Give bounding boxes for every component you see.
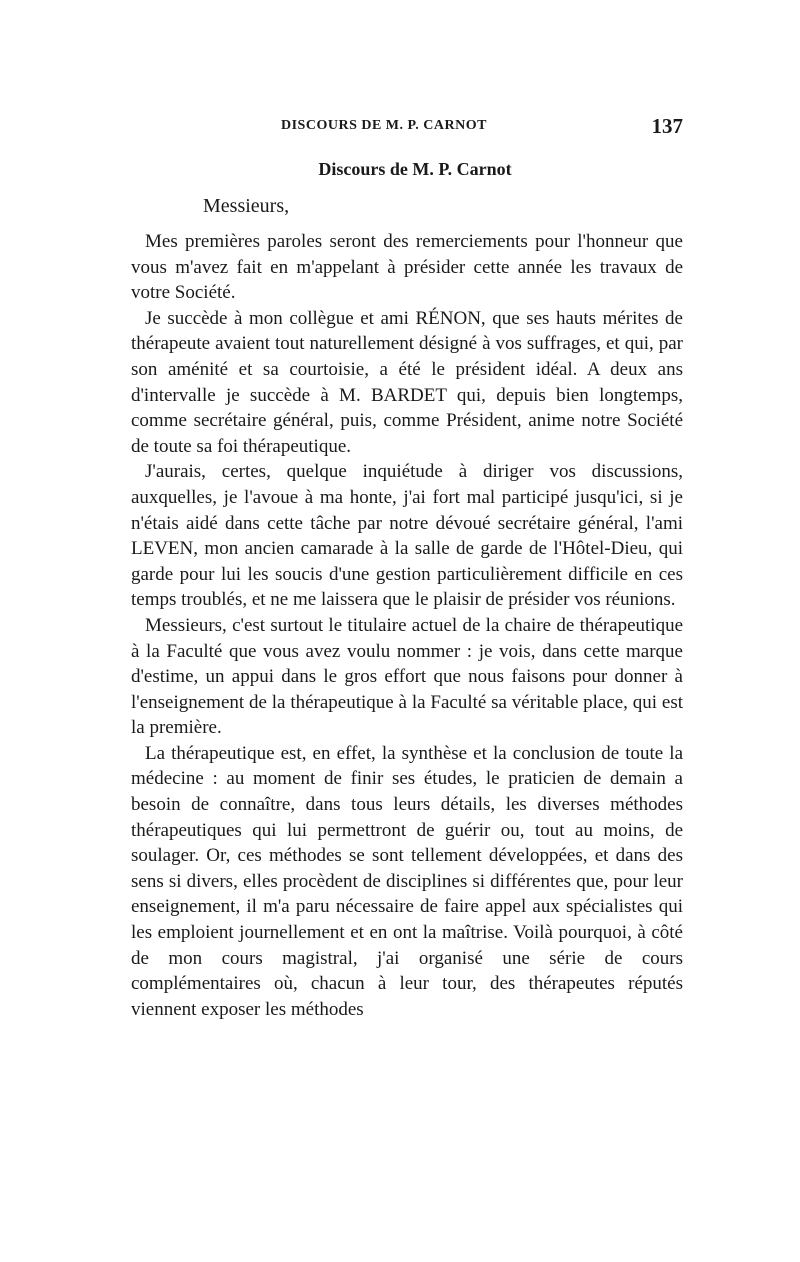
running-head bbox=[131, 116, 683, 140]
paragraph: Mes premières paroles seront des remerciements pour l'honneur que vous m'avez fait en m'appelant à présider cette année les travaux de votre Société. bbox=[131, 231, 683, 304]
running-title: DISCOURS DE M. P. CARNOT bbox=[281, 118, 487, 133]
page-number: 137 bbox=[651, 114, 683, 138]
salutation: Messieurs, bbox=[203, 195, 290, 217]
paragraph: Je succède à mon collègue et ami RÉNON, que ses hauts mérites de thérapeute avaient tout naturellement désigné à vos suffrages, et qui, par son aménité et sa courtoisie, a été le président idéal. A deux ans d'intervalle je succède à M. BARDET qui, depuis bien longtemps, comme secrétaire général, puis, comme Président, anime notre Société de toute sa foi thérapeutique. bbox=[131, 307, 683, 457]
body-text bbox=[131, 229, 683, 1022]
paragraph: Messieurs, c'est surtout le titulaire actuel de la chaire de thérapeutique à la Faculté que vous avez voulu nommer : je vois, dans cette marque d'estime, un appui dans le gros effort que nous faisons pour donner à l'enseignement de la thérapeutique à la Faculté sa véritable place, qui est la première. bbox=[131, 614, 683, 739]
paragraph: La thérapeutique est, en effet, la synthèse et la conclusion de toute la médecine : au moment de finir ses études, le praticien de demain a besoin de connaître, dans tous leurs détails, les diverses méthodes thérapeutiques qui lui permettront de guérir ou, tout au moins, de soulager. Or, ces méthodes se sont tellement développées, et dans des sens si divers, elles procèdent de disciplines si différentes que, pour leur enseignement, il m'a paru nécessaire de faire appel aux spécialistes qui les emploient journellement et en ont la maîtrise. Voilà pourquoi, à côté de mon cours magistral, j'ai organisé une série de cours complémentaires où, chacun à leur tour, des thérapeutes réputés viennent exposer les méthodes bbox=[131, 742, 683, 1020]
paragraph: J'aurais, certes, quelque inquiétude à diriger vos discussions, auxquelles, je l'avoue à ma honte, j'ai fort mal participé jusqu'ici, si je n'étais aidé dans cette tâche par notre dévoué secrétaire général, l'ami LEVEN, mon ancien camarade à la salle de garde de l'Hôtel-Dieu, qui garde pour lui les soucis d'une gestion particulièrement difficile en ces temps troublés, et ne me laissera que le plaisir de présider vos réunions. bbox=[131, 461, 683, 611]
section-title: Discours de M. P. Carnot bbox=[318, 159, 512, 179]
